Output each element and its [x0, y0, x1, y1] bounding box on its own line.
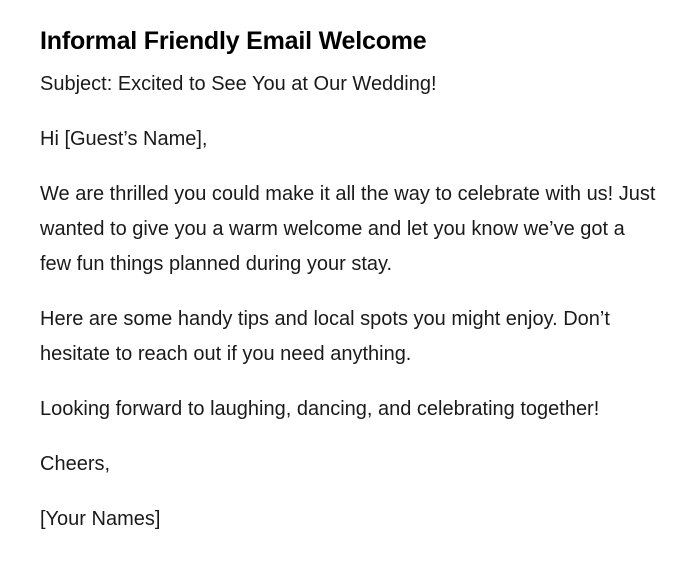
email-greeting: Hi [Guest’s Name],: [40, 128, 208, 150]
email-closing: Cheers,: [40, 453, 111, 475]
email-signature: [Your Names]: [40, 508, 161, 530]
email-subject-line: Subject: Excited to See You at Our Wedding!: [40, 73, 437, 95]
email-body-paragraph-1: We are thrilled you could make it all the way to celebrate with us! Just wanted to give you a warm welcome and let you know we’ve got a few fun things planned during your stay.: [40, 183, 656, 275]
email-document: [40, 24, 660, 557]
email-body-paragraph-2: Here are some handy tips and local spots you might enjoy. Don’t hesitate to reach out if you need anything.: [40, 308, 610, 365]
email-body-paragraph-3: Looking forward to laughing, dancing, and celebrating together!: [40, 398, 600, 420]
document-title: Informal Friendly Email Welcome: [40, 27, 427, 55]
